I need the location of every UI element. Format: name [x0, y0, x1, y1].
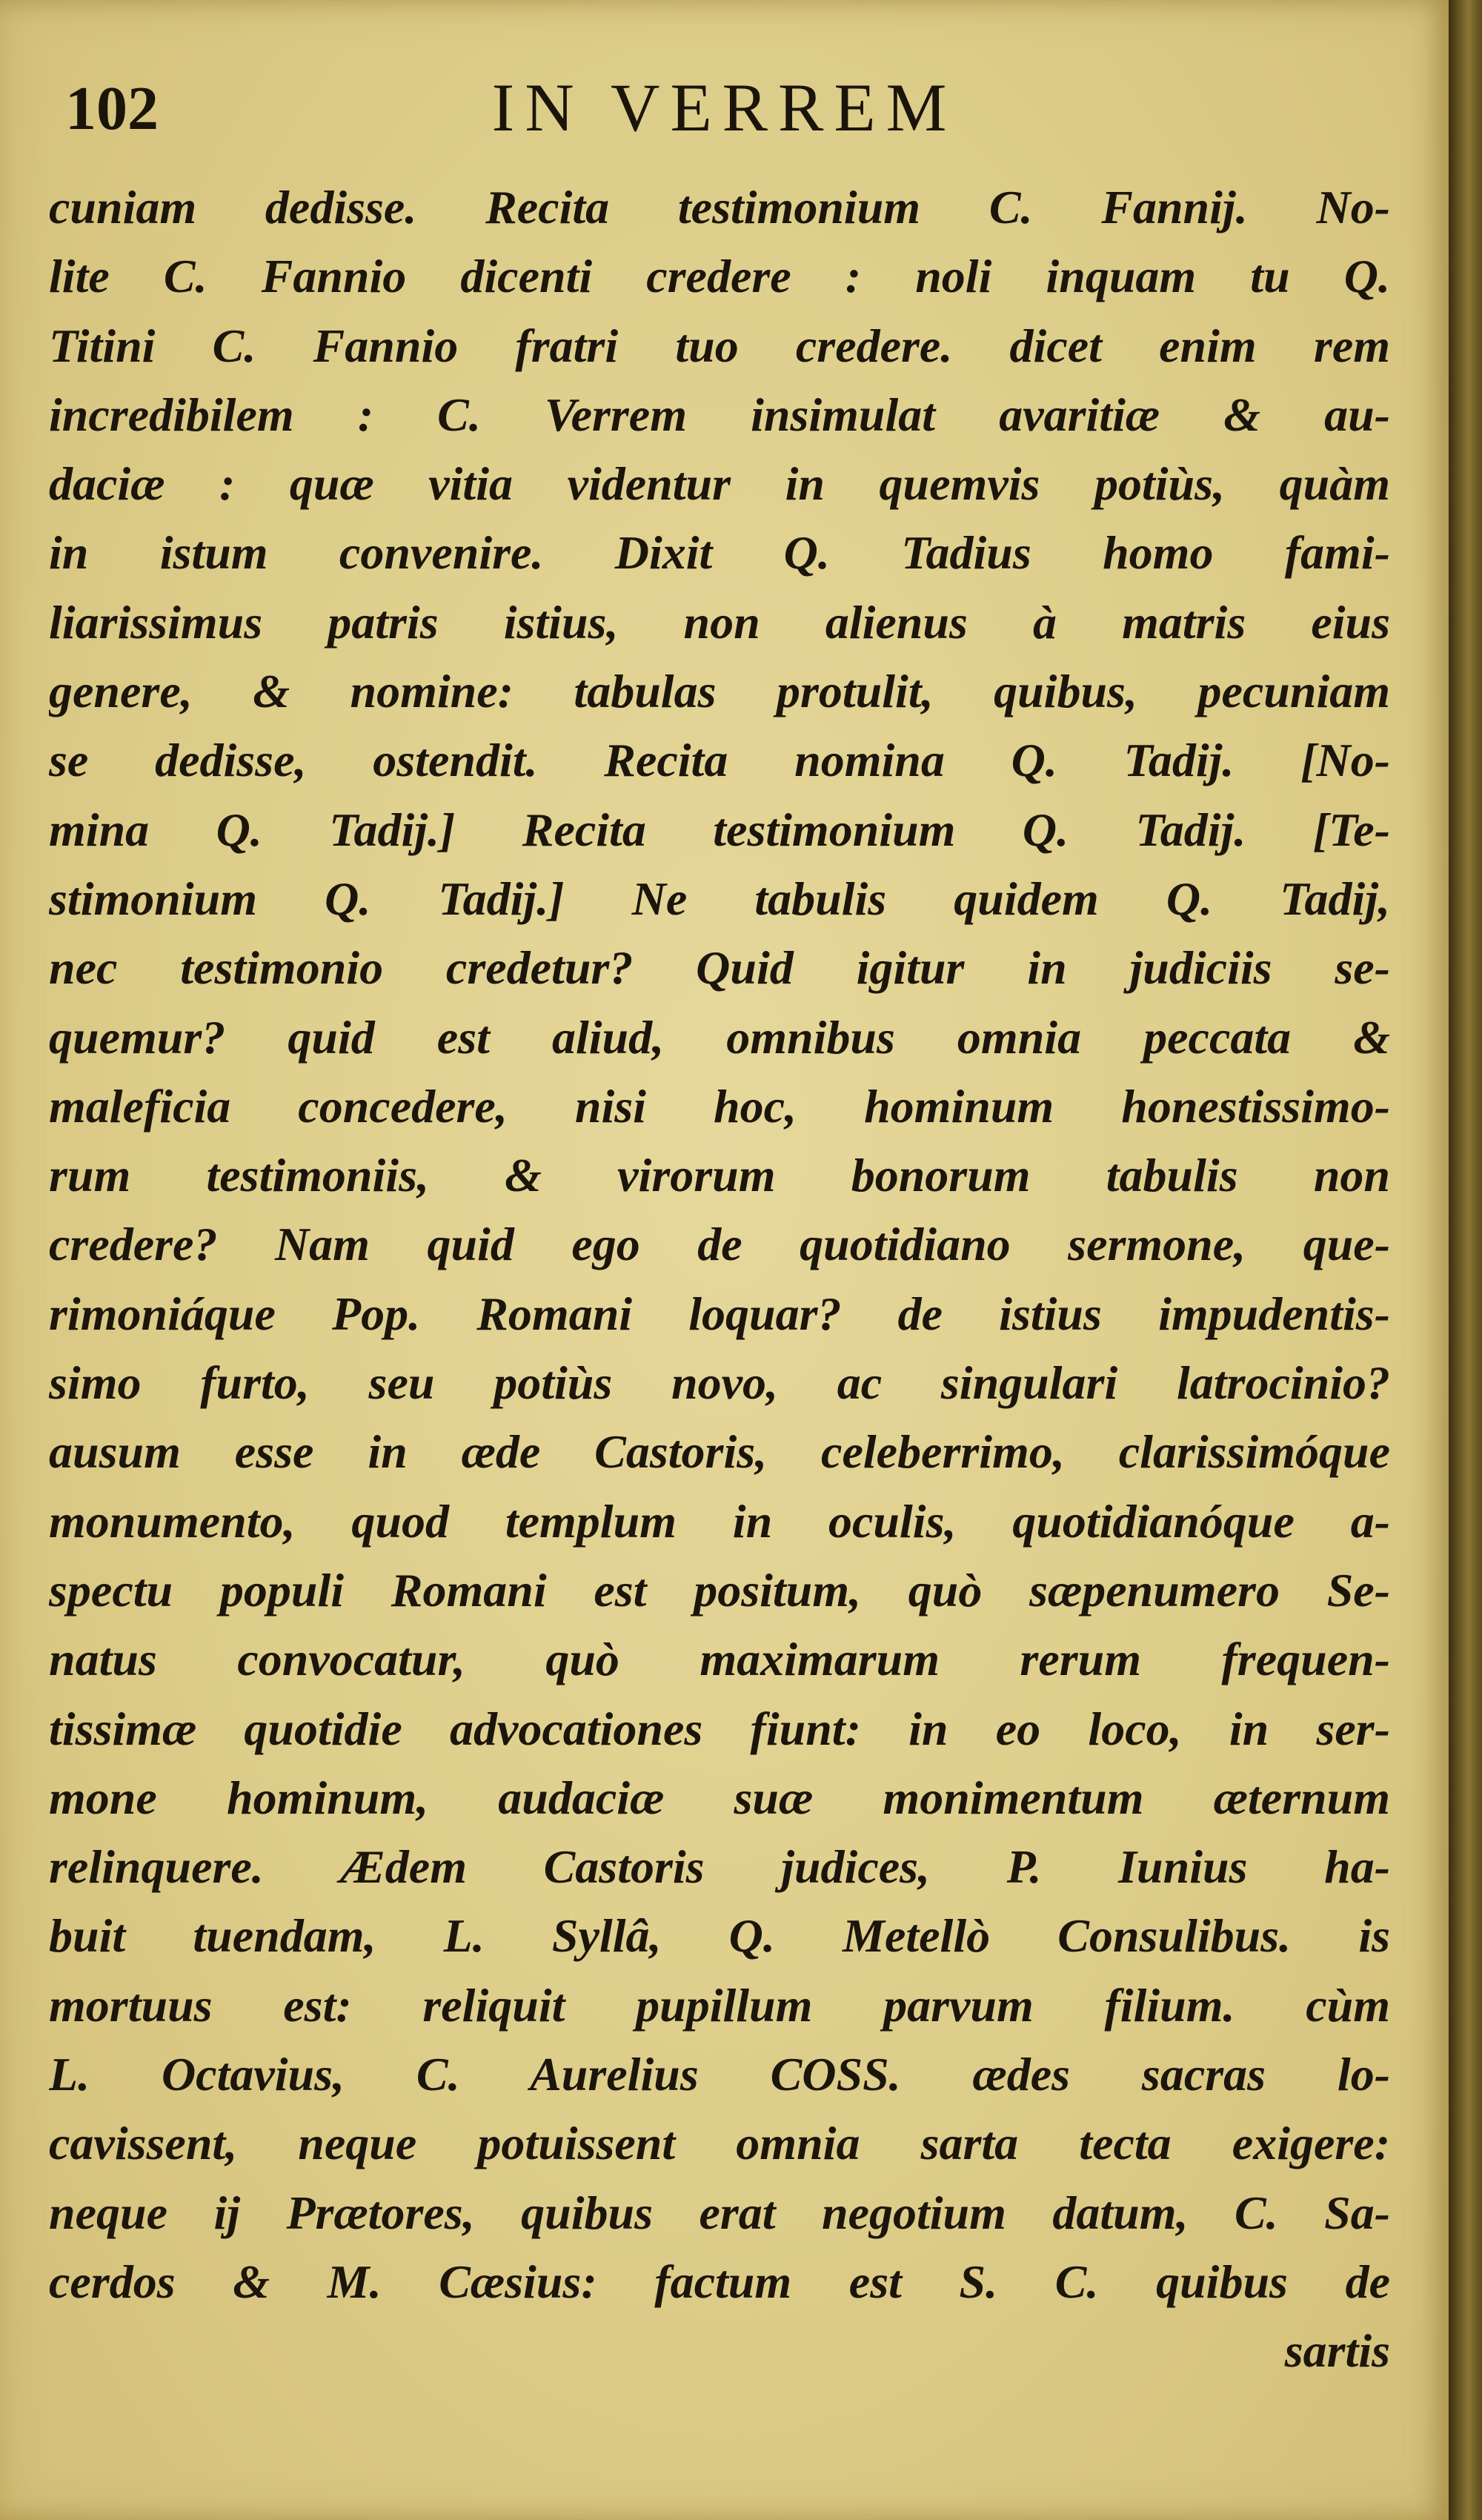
text-line: stimonium Q. Tadij.] Ne tabulis quidem Q. Tadij,: [49, 872, 1390, 925]
text-line: mortuus est: reliquit pupillum parvum filium. cùm: [49, 1978, 1390, 2032]
text-line: mone hominum, audaciæ suæ monimentum æternum: [49, 1771, 1390, 1824]
text-line: tissimæ quotidie advocationes fiunt: in eo loco, in ser-: [49, 1702, 1390, 1755]
text-line: daciæ : quæ vitia videntur in quemvis potiùs, quàm: [49, 457, 1390, 511]
text-line: mina Q. Tadij.] Recita testimonium Q. Tadij. [Te-: [49, 803, 1390, 856]
text-line: genere, & nomine: tabulas protulit, quibus, pecuniam: [49, 665, 1390, 718]
text-line: rum testimoniis, & virorum bonorum tabulis non: [49, 1149, 1390, 1202]
text-line: liarissimus patris istius, non alienus à matris eius: [49, 595, 1390, 649]
text-line: relinquere. Ædem Castoris judices, P. Iunius ha-: [49, 1840, 1390, 1894]
page-header: [0, 58, 1449, 147]
text-line: natus convocatur, quò maximarum rerum frequen-: [49, 1633, 1390, 1686]
text-line: simo furto, seu potiùs novo, ac singulari latrocinio?: [49, 1356, 1390, 1410]
text-line: incredibilem : C. Verrem insimulat avaritiæ & au-: [49, 388, 1390, 441]
text-line: quemur? quid est aliud, omnibus omnia peccata &: [49, 1010, 1390, 1064]
text-line: L. Octavius, C. Aurelius COSS. ædes sacras lo-: [49, 2048, 1390, 2101]
text-line: maleficia concedere, nisi hoc, hominum honestissimo-: [49, 1079, 1390, 1133]
text-line: cuniam dedisse. Recita testimonium C. Fannij. No-: [49, 181, 1390, 233]
text-line: cavissent, neque potuissent omnia sarta tecta exigere:: [49, 2117, 1390, 2170]
text-line: se dedisse, ostendit. Recita nomina Q. Tadij. [No-: [49, 734, 1390, 787]
text-line: lite C. Fannio dicenti credere : noli inquam tu Q.: [49, 250, 1390, 303]
text-line: spectu populi Romani est positum, quò sæpenumero Se-: [49, 1563, 1390, 1617]
body-text: [49, 173, 1390, 2386]
text-line: cerdos & M. Cæsius: factum est S. C. quibus de: [49, 2255, 1390, 2308]
text-line: buit tuendam, L. Syllâ, Q. Metellò Consulibus. is: [49, 1909, 1390, 1963]
binding-gutter: [1449, 0, 1482, 2520]
text-line: nec testimonio credetur? Quid igitur in judiciis se-: [49, 941, 1390, 995]
text-line: neque ij Prætores, quibus erat negotium datum, C. Sa-: [49, 2186, 1390, 2239]
text-line: rimoniáque Pop. Romani loquar? de istius impudentis-: [49, 1287, 1390, 1340]
text-line: ausum esse in æde Castoris, celeberrimo, clarissimóque: [49, 1425, 1390, 1479]
text-line: credere? Nam quid ego de quotidiano sermone, que-: [49, 1218, 1390, 1271]
text-line: monumento, quod templum in oculis, quotidianóque a-: [49, 1494, 1390, 1548]
text-line: in istum convenire. Dixit Q. Tadius homo fami-: [49, 526, 1390, 580]
running-head: IN VERREM: [491, 70, 957, 145]
page-number: 102: [65, 74, 159, 143]
catchword: sartis: [1284, 2324, 1390, 2378]
text-line: Titini C. Fannio fratri tuo credere. dicet enim rem: [49, 319, 1390, 372]
